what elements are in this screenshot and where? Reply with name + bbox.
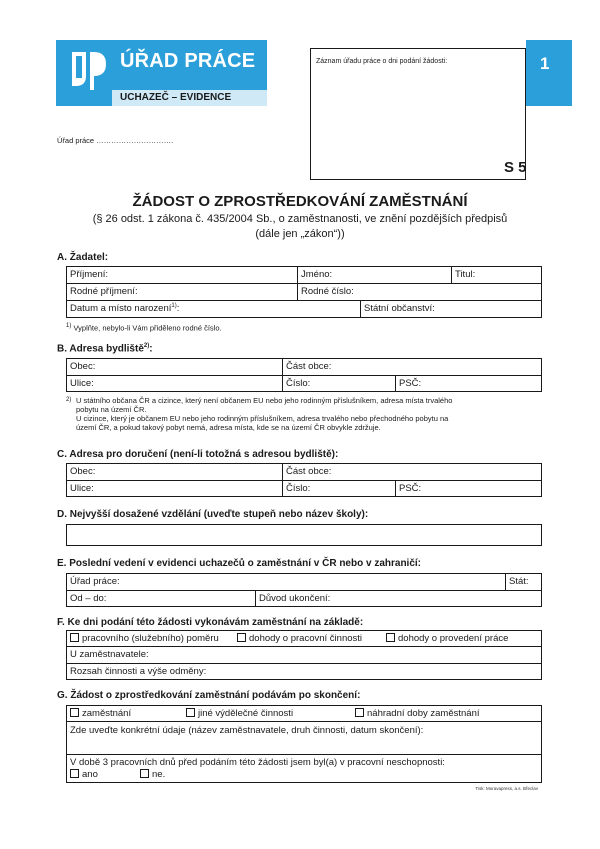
birth-surname-field[interactable]: Rodné příjmení: <box>70 286 138 297</box>
checkbox[interactable] <box>70 769 79 778</box>
c-number-field[interactable]: Číslo: <box>286 483 311 494</box>
surname-field[interactable]: Příjmení: <box>70 269 109 280</box>
footnote-1-text: Vyplňte, nebylo-li Vám přiděleno rodné číslo. <box>73 323 222 333</box>
g-incapacity-question: V době 3 pracovních dnů před podáním této žádosti jsem byl(a) v pracovní neschopnosti: <box>70 757 445 768</box>
office-title: ÚŘAD PRÁCE <box>120 50 256 72</box>
section-g-heading: G. Žádost o zprostředkování zaměstnání podávám po skončení: <box>57 690 361 701</box>
section-c-heading: C. Adresa pro doručení (není-li totožná s adresou bydliště): <box>57 449 339 460</box>
g-details-field[interactable]: Zde uveďte konkrétní údaje (název zaměstnavatele, druh činnosti, datum skončení): <box>70 725 424 736</box>
form-code: S 5 <box>504 159 527 176</box>
checkbox[interactable] <box>70 708 79 717</box>
f-option-label: dohody o provedení práce <box>398 633 509 644</box>
footnote-2-line: U státního občana ČR a cizince, který není občanem EU nebo jeho rodinným příslušníkem, adresa místa trvalého <box>76 396 453 405</box>
section-b-heading <box>57 343 153 354</box>
office-record-label: Záznam úřadu práce o dni podání žádosti: <box>316 58 448 65</box>
section-f-heading: F. Ke dni podání této žádosti vykonávám zaměstnání na základě: <box>57 617 364 628</box>
b-postcode-field[interactable]: PSČ: <box>399 378 422 389</box>
c-street-field[interactable]: Ulice: <box>70 483 94 494</box>
f-option-label: pracovního (služebního) poměru <box>82 633 219 644</box>
birth-date-place-field[interactable]: Datum a místo narození$^{1)}$: <box>70 303 180 315</box>
checkbox[interactable] <box>186 708 195 717</box>
b-number-field[interactable]: Číslo: <box>286 378 311 389</box>
document-title: ŽÁDOST O ZPROSTŘEDKOVÁNÍ ZAMĚSTNÁNÍ <box>132 193 468 210</box>
form-number: 1 <box>540 54 550 73</box>
footnote-2-mark <box>66 396 71 407</box>
f-employer-field[interactable]: U zaměstnavatele: <box>70 649 149 660</box>
section-e-heading: E. Poslední vedení v evidenci uchazečů o zaměstnání v ČR nebo v zahraničí: <box>57 558 421 569</box>
g-option-label: zaměstnání <box>82 708 132 719</box>
c-municipality-field[interactable]: Obec: <box>70 466 96 477</box>
b-municipality-field[interactable]: Obec: <box>70 361 96 372</box>
birth-date-place-label: Datum a místo narození <box>70 303 172 315</box>
g-option-self-employment[interactable] <box>186 708 293 719</box>
footnote-mark: 1) <box>66 323 72 329</box>
yes-label: ano <box>82 769 98 780</box>
f-option-label: dohody o pracovní činnosti <box>249 633 363 644</box>
e-end-reason-field[interactable]: Důvod ukončení: <box>259 593 331 604</box>
birth-number-field[interactable]: Rodné číslo: <box>301 286 354 297</box>
footnote-ref: 2) <box>143 343 150 349</box>
legal-reference-cont: (dále jen „zákon“)) <box>255 228 345 240</box>
footnote-2 <box>76 396 542 432</box>
degree-field[interactable]: Titul: <box>455 269 476 280</box>
c-district-field[interactable]: Část obce: <box>286 466 332 477</box>
office-name-line[interactable]: Úřad práce …………………………. <box>57 136 174 145</box>
office-record-box[interactable] <box>310 48 526 180</box>
first-name-field[interactable]: Jméno: <box>301 269 333 280</box>
office-subtitle: UCHAZEČ – EVIDENCE <box>120 92 232 103</box>
footnote-mark: 2) <box>66 397 72 403</box>
g-option-label: náhradní doby zaměstnání <box>367 708 480 719</box>
c-postcode-field[interactable]: PSČ: <box>399 483 422 494</box>
g-option-employment[interactable] <box>70 708 131 719</box>
f-option-employment[interactable] <box>70 633 219 644</box>
g-option-label: jiné výdělečné činnosti <box>198 708 294 719</box>
checkbox[interactable] <box>70 633 79 642</box>
footnote-ref: 1) <box>171 303 177 309</box>
e-office-field[interactable]: Úřad práce: <box>70 576 120 587</box>
no-label: ne. <box>152 769 166 780</box>
f-option-task-agreement[interactable] <box>386 633 508 644</box>
checkbox[interactable] <box>237 633 246 642</box>
e-from-to-field[interactable]: Od – do: <box>70 593 107 604</box>
checkbox[interactable] <box>355 708 364 717</box>
g-incapacity-no[interactable] <box>140 769 165 780</box>
up-logo-icon <box>62 46 108 96</box>
e-state-field[interactable]: Stát: <box>509 576 529 587</box>
g-incapacity-yes[interactable] <box>70 769 98 780</box>
section-b-colon: : <box>149 343 153 355</box>
checkbox[interactable] <box>386 633 395 642</box>
footnote-2-line: území ČR, a pokud takový pobyt nemá, adresa místa, kde se na území ČR obvykle zdržuje. <box>76 423 381 432</box>
f-scope-field[interactable]: Rozsah činnosti a výše odměny: <box>70 666 207 677</box>
footnote-2-line: pobytu na území ČR. <box>76 405 147 414</box>
f-option-work-agreement[interactable] <box>237 633 362 644</box>
section-a-heading: A. Žadatel: <box>57 252 109 263</box>
footnote-1 <box>66 322 222 333</box>
education-field[interactable] <box>66 524 542 546</box>
section-d-heading: D. Nejvyšší dosažené vzdělání (uveďte stupeň nebo název školy): <box>57 509 369 520</box>
checkbox[interactable] <box>140 769 149 778</box>
section-b-heading-text: B. Adresa bydliště <box>57 343 144 355</box>
footnote-2-line: U cizince, který je občanem EU nebo jeho rodinným příslušníkem, adresa trvalého nebo přechodného pobytu na <box>76 414 449 423</box>
citizenship-field[interactable]: Státní občanství: <box>364 303 435 314</box>
g-option-substitute-period[interactable] <box>355 708 480 719</box>
printer-credit: Tisk: Moravapress, a.s. Břeclav <box>475 786 538 791</box>
b-district-field[interactable]: Část obce: <box>286 361 332 372</box>
legal-reference: (§ 26 odst. 1 zákona č. 435/2004 Sb., o zaměstnanosti, ve znění pozdějších předpisů <box>92 213 508 225</box>
b-street-field[interactable]: Ulice: <box>70 378 94 389</box>
